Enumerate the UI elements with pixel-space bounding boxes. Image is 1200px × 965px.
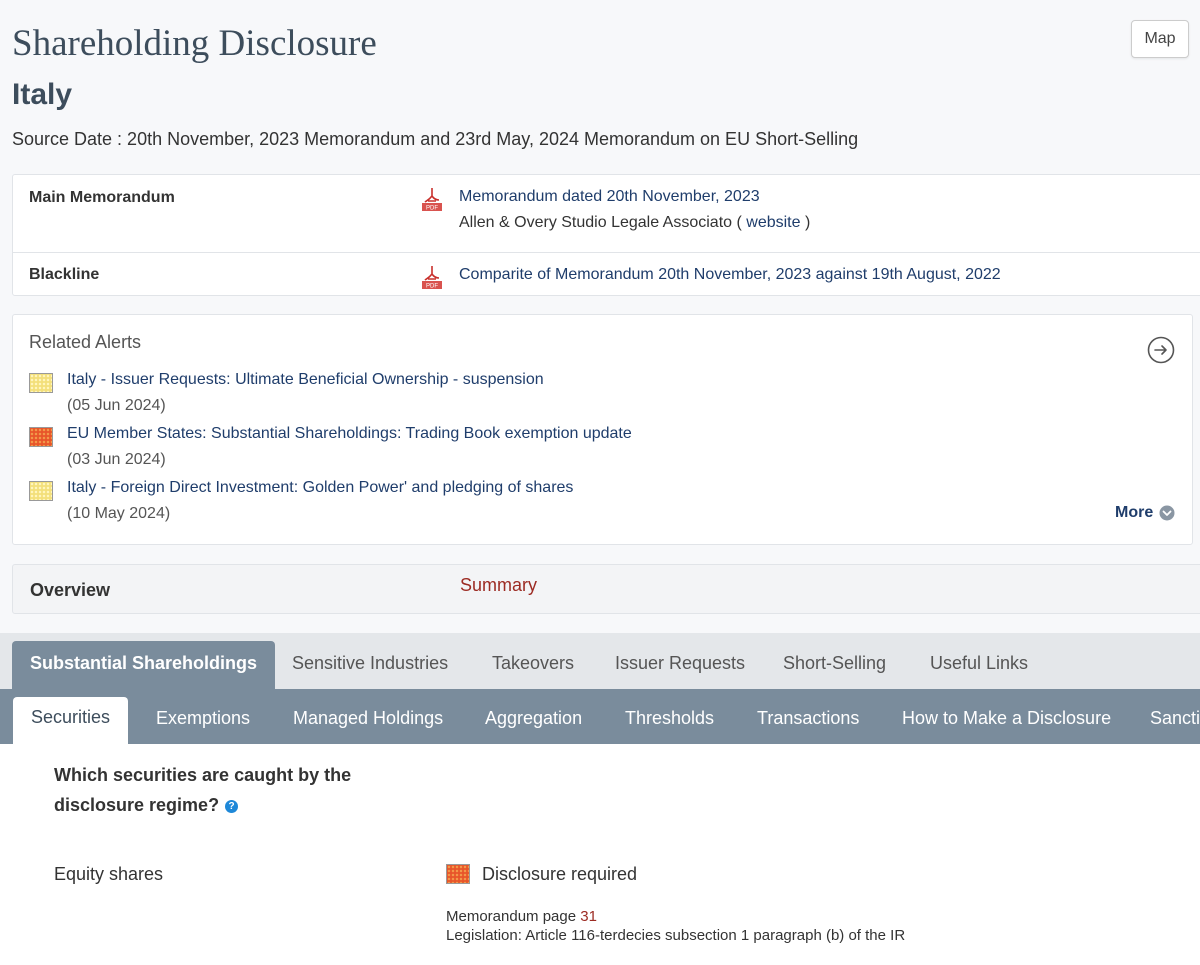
firm-name-suffix: )	[800, 214, 811, 231]
alert-date: (03 Jun 2024)	[67, 451, 166, 468]
main-memorandum-label: Main Memorandum	[29, 189, 175, 206]
tab-takeovers[interactable]: Takeovers	[492, 653, 575, 673]
overview-panel	[12, 564, 1200, 614]
subtab-managed-holdings[interactable]: Managed Holdings	[293, 708, 444, 728]
disclosure-status: Disclosure required	[482, 864, 638, 884]
tab-issuer-requests[interactable]: Issuer Requests	[615, 653, 746, 673]
alert-link[interactable]: Italy - Foreign Direct Investment: Golden Power' and pledging of shares	[67, 479, 574, 496]
memoranda-panel	[12, 174, 1200, 296]
subtab-aggregation[interactable]: Aggregation	[485, 708, 583, 728]
equity-shares-label: Equity shares	[54, 864, 164, 884]
tab-short-selling[interactable]: Short-Selling	[783, 653, 887, 673]
more-label: More	[1115, 504, 1154, 521]
main-memorandum-link[interactable]: Memorandum dated 20th November, 2023	[459, 188, 760, 205]
memorandum-firm	[459, 214, 810, 232]
firm-website-link[interactable]: website	[746, 214, 801, 231]
pdf-icon[interactable]	[422, 265, 442, 289]
memo-page-number-link[interactable]: 31	[580, 908, 597, 925]
alert-link[interactable]: EU Member States: Substantial Shareholdings: Trading Book exemption update	[67, 425, 632, 442]
securities-question	[54, 760, 374, 820]
subtab-sanctions[interactable]: Sancti	[1150, 708, 1200, 728]
subtab-how-to-make-a-disclosure[interactable]: How to Make a Disclosure	[902, 708, 1112, 728]
tab-useful-links[interactable]: Useful Links	[930, 653, 1029, 673]
help-icon[interactable]: ?	[225, 800, 238, 813]
country-title: Italy	[12, 78, 73, 111]
alert-flag-yellow-icon	[29, 481, 53, 501]
sub-tabs	[0, 689, 1200, 744]
firm-name-prefix: Allen & Overy Studio Legale Associato (	[459, 214, 747, 231]
alert-flag-yellow-icon	[29, 373, 53, 393]
alert-date: (10 May 2024)	[67, 505, 171, 522]
related-alerts-panel	[12, 314, 1193, 545]
memorandum-page-reference	[446, 908, 597, 925]
subtab-securities[interactable]: Securities	[13, 697, 128, 744]
blackline-link[interactable]: Comparite of Memorandum 20th November, 2023 against 19th August, 2022	[459, 266, 1001, 283]
main-memorandum-row	[13, 175, 1200, 253]
alert-flag-orange-icon	[29, 427, 53, 447]
subtab-transactions[interactable]: Transactions	[757, 708, 860, 728]
legislation-reference: Legislation: Article 116-terdecies subsection 1 paragraph (b) of the IR	[446, 927, 906, 944]
memo-page-prefix: Memorandum page	[446, 908, 581, 925]
chevron-down-circle-icon	[1159, 505, 1175, 521]
svg-text:PDF: PDF	[426, 205, 438, 211]
tab-substantial-shareholdings[interactable]: Substantial Shareholdings	[12, 641, 275, 689]
arrow-right-circle-icon[interactable]	[1147, 336, 1175, 364]
source-date: Source Date : 20th November, 2023 Memorandum and 23rd May, 2024 Memorandum on EU Short-Selling	[12, 129, 859, 149]
subtab-exemptions[interactable]: Exemptions	[156, 708, 251, 728]
main-tabs	[0, 633, 1200, 689]
overview-label: Overview	[30, 580, 111, 600]
question-text: Which securities are caught by the disclosure regime?	[54, 765, 352, 815]
page-title: Shareholding Disclosure	[12, 23, 377, 64]
map-button[interactable]: Map	[1131, 20, 1189, 58]
disclosure-required-flag-icon	[446, 864, 470, 884]
summary-link[interactable]: Summary	[460, 575, 538, 595]
securities-content	[0, 744, 1200, 965]
blackline-row	[13, 253, 1200, 295]
tab-sensitive-industries[interactable]: Sensitive Industries	[292, 653, 449, 673]
alert-date: (05 Jun 2024)	[67, 397, 166, 414]
blackline-label: Blackline	[29, 266, 100, 283]
more-alerts-button[interactable]	[1115, 504, 1175, 522]
related-alerts-title: Related Alerts	[29, 332, 142, 352]
subtab-thresholds[interactable]: Thresholds	[625, 708, 715, 728]
svg-text:PDF: PDF	[426, 283, 438, 289]
alert-link[interactable]: Italy - Issuer Requests: Ultimate Beneficial Ownership - suspension	[67, 371, 544, 388]
pdf-icon[interactable]	[422, 187, 442, 211]
